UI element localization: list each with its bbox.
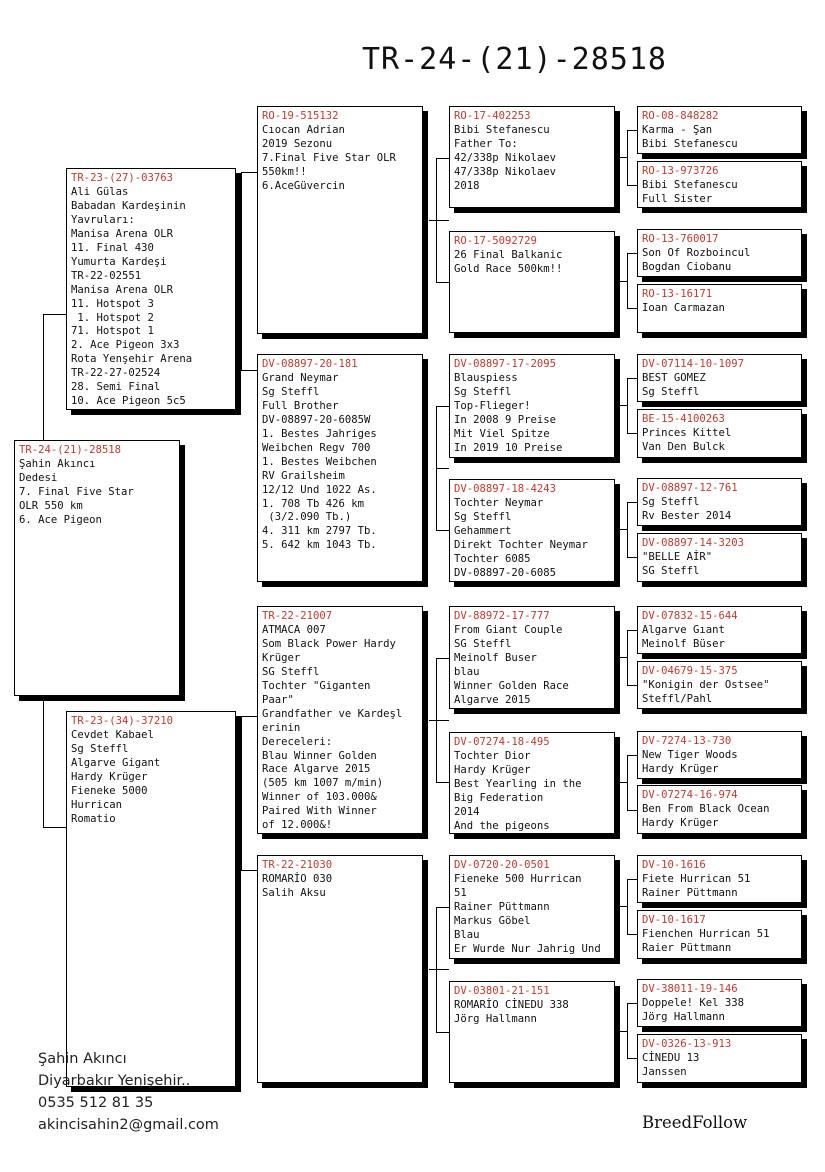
brand-label: BreedFollow <box>642 1113 748 1132</box>
contact-block <box>38 1048 219 1136</box>
card-line: Fieneke 500 Hurrican <box>454 872 582 885</box>
card-line: Direkt Tochter Neymar <box>454 538 588 551</box>
ancestor-card-g3-6 <box>449 855 615 959</box>
card-line: Manisa Arena OLR <box>71 227 174 240</box>
ancestor-card-g4-6 <box>637 478 802 526</box>
connector <box>620 657 627 658</box>
connector <box>627 130 637 131</box>
card-line: DV-08897-20-6085W <box>262 413 371 426</box>
ring-number: DV-0326-13-913 <box>642 1038 732 1050</box>
card-line: Sg Steffl <box>262 385 320 398</box>
card-line: 2. Ace Pigeon 3x3 <box>71 339 180 352</box>
card-line: Algarve Gıant <box>642 623 725 636</box>
connector <box>627 1003 628 1058</box>
connector <box>627 879 637 880</box>
card-line: Hardy Krüger <box>454 763 531 776</box>
card-line: Dereceleri: <box>262 735 333 748</box>
card-line: ROMARİO CİNEDU 338 <box>454 998 569 1011</box>
card-line: From Giant Couple <box>454 623 563 636</box>
connector <box>429 720 449 721</box>
connector <box>627 879 628 934</box>
card-line: Cevdet Kabael <box>71 728 154 741</box>
grandparent-card-ds <box>257 606 423 834</box>
connector <box>627 934 637 935</box>
card-line: SG Steffl <box>454 637 512 650</box>
connector <box>620 906 627 907</box>
card-line: 2018 <box>454 179 480 192</box>
card-line: 6.AceGüvercin <box>262 179 345 192</box>
card-line: 1. 708 Tb 426 km <box>262 497 365 510</box>
card-line: Sg Steffl <box>454 510 512 523</box>
card-line: Janssen <box>642 1065 687 1078</box>
connector <box>627 308 637 309</box>
card-line: Romatio <box>71 812 116 825</box>
card-line: CİNEDU 13 <box>642 1051 700 1064</box>
ring-number: DV-38011-19-146 <box>642 983 738 995</box>
ring-number: RO-17-402253 <box>454 110 531 122</box>
ring-number: DV-03801-21-151 <box>454 985 550 997</box>
card-line: SG Steffl <box>262 665 320 678</box>
card-line: 42/338p Nikolaev <box>454 151 557 164</box>
card-line: 7. Final Five Star <box>19 485 134 498</box>
card-line: Winner of 103.000& <box>262 791 377 804</box>
card-line: In 2008 9 Preise <box>454 413 557 426</box>
connector <box>241 870 257 871</box>
connector <box>241 172 257 173</box>
ring-number: DV-10-1617 <box>642 914 706 926</box>
card-line: TR-22-27-02524 <box>71 367 161 380</box>
card-line: Race Algarve 2015 <box>262 763 371 776</box>
card-line: Şahin Akıncı <box>19 457 96 470</box>
ring-number: DV-07832-15-644 <box>642 610 738 622</box>
ring-number: TR-23-(34)-37210 <box>71 715 174 727</box>
card-line: Rainer Püttmann <box>454 900 550 913</box>
connector <box>627 502 628 557</box>
ancestor-card-g3-4 <box>449 606 615 709</box>
card-line: 12/12 Und 1022 As. <box>262 483 377 496</box>
card-line: Top-Flieger! <box>454 399 531 412</box>
ancestor-card-g4-4 <box>637 354 802 402</box>
dam-card <box>66 711 236 1087</box>
card-line: ATMACA 007 <box>262 623 326 636</box>
card-line: Tochter Dior <box>454 749 531 762</box>
connector <box>620 1031 627 1032</box>
card-line: Bibi Stefanescu <box>642 178 738 191</box>
card-line: Rainer Püttmann <box>642 886 738 899</box>
connector <box>436 658 449 659</box>
connector <box>43 314 66 315</box>
card-line: Doppele! Kel 338 <box>642 996 745 1009</box>
ancestor-card-g3-0 <box>449 106 615 208</box>
card-line: Fiete Hurrican 51 <box>642 872 751 885</box>
connector <box>436 530 449 531</box>
card-line: Yavruları: <box>71 213 135 226</box>
ancestor-card-g4-5 <box>637 409 802 458</box>
card-line: 4. 311 km 2797 Tb. <box>262 525 377 538</box>
card-line: Son Of Rozboincul <box>642 246 751 259</box>
card-line: Steffl/Pahl <box>642 692 713 705</box>
card-line: Som Black Power Hardy <box>262 637 396 650</box>
card-line: Princes Kittel <box>642 426 732 439</box>
card-line: New Tiger Woods <box>642 748 738 761</box>
connector <box>436 1032 449 1033</box>
ring-number: DV-07114-10-1097 <box>642 358 745 370</box>
card-line: Rota Yenşehir Arena <box>71 353 193 366</box>
subject-card <box>14 440 180 696</box>
connector <box>43 701 44 828</box>
connector <box>436 658 437 782</box>
ring-number: RO-08-848282 <box>642 110 719 122</box>
card-line: Fienchen Hurrican 51 <box>642 927 770 940</box>
card-line: And the pigeons <box>454 819 550 832</box>
ancestor-card-g4-8 <box>637 606 802 654</box>
card-line: 1. Hotspot 2 <box>71 311 154 324</box>
connector <box>627 378 628 433</box>
connector <box>620 405 627 406</box>
connector <box>43 827 66 828</box>
card-line: Grandfather ve Kardeşl <box>262 707 403 720</box>
card-line: Paired With Winner <box>262 805 377 818</box>
card-line: Tochter 6085 <box>454 552 531 565</box>
contact-phone: 0535 512 81 35 <box>38 1095 154 1111</box>
connector <box>620 782 627 783</box>
ring-number: DV-08897-14-3203 <box>642 537 745 549</box>
connector <box>429 220 449 221</box>
card-line: Grand Neymar <box>262 371 339 384</box>
ancestor-card-g3-7 <box>449 981 615 1083</box>
card-line: Paar" <box>262 693 294 706</box>
card-line: Bibi Stefanescu <box>454 123 550 136</box>
connector <box>436 907 449 908</box>
ancestor-card-g3-1 <box>449 231 615 333</box>
connector <box>241 370 257 371</box>
card-line: erinin <box>262 721 301 734</box>
ring-number: DV-88972-17-777 <box>454 610 550 622</box>
connector <box>627 630 637 631</box>
card-line: Ali Gülas <box>71 185 129 198</box>
card-line: Tochter Neymar <box>454 496 544 509</box>
card-line: Yumurta Kardeşi <box>71 255 167 268</box>
card-line: 6. Ace Pigeon <box>19 513 102 526</box>
ring-number: DV-08897-20-181 <box>262 358 358 370</box>
ring-number: RO-17-5092729 <box>454 235 537 247</box>
ring-number: DV-08897-12-761 <box>642 482 738 494</box>
card-line: 2019 Sezonu <box>262 137 333 150</box>
card-line: Bibi Stefanescu <box>642 137 738 150</box>
ring-number: RO-13-973726 <box>642 165 719 177</box>
card-line: BEST GOMEZ <box>642 371 706 384</box>
card-line: Full Sister <box>642 192 713 205</box>
ancestor-card-g4-0 <box>637 106 802 154</box>
ancestor-card-g4-14 <box>637 979 802 1027</box>
card-line: "Konigin der Ostsee" <box>642 678 770 691</box>
connector <box>627 502 637 503</box>
ring-number: DV-04679-15-375 <box>642 665 738 677</box>
card-line: Cıocan Adrian <box>262 123 345 136</box>
card-line: Markus Göbel <box>454 914 531 927</box>
ring-number: DV-0720-20-0501 <box>454 859 550 871</box>
card-line: Hardy Krüger <box>642 816 719 829</box>
card-line: Karma - Şan <box>642 123 713 136</box>
card-line: 28. Semi Final <box>71 381 161 394</box>
connector <box>627 810 637 811</box>
connector <box>436 406 449 407</box>
card-line: Blau Winner Golden <box>262 749 377 762</box>
connector <box>627 630 628 685</box>
ring-number: TR-24-(21)-28518 <box>19 444 122 456</box>
ancestor-card-g3-2 <box>449 354 615 458</box>
card-line: OLR 550 km <box>19 499 83 512</box>
card-line: 7.Final Five Star OLR <box>262 151 396 164</box>
card-line: "BELLE AİR" <box>642 550 713 563</box>
card-line: RV Grailsheim <box>262 469 345 482</box>
card-line: Bogdan Ciobanu <box>642 260 732 273</box>
card-line: Winner Golden Race <box>454 679 569 692</box>
connector <box>436 158 437 282</box>
connector <box>627 755 628 810</box>
connector <box>627 685 637 686</box>
ancestor-card-g3-3 <box>449 479 615 582</box>
ancestor-card-g4-10 <box>637 731 802 779</box>
connector <box>436 468 449 469</box>
ring-number: RO-13-760017 <box>642 233 719 245</box>
card-line: Jörg Hallmann <box>454 1012 537 1025</box>
card-line: Van Den Bulck <box>642 440 725 453</box>
card-line: DV-08897-20-6085 <box>454 566 557 579</box>
connector <box>627 130 628 185</box>
connector <box>627 253 637 254</box>
card-line: Fieneke 5000 <box>71 784 148 797</box>
pedigree-title: TR-24-(21)-28518 <box>362 42 667 77</box>
card-line: Sg Steffl <box>642 385 700 398</box>
card-line: Sg Steffl <box>642 495 700 508</box>
card-line: 26 Final Balkanic <box>454 248 563 261</box>
connector <box>627 185 637 186</box>
card-line: (3/2.090 Tb.) <box>262 511 352 524</box>
card-line: Krüger <box>262 651 301 664</box>
ancestor-card-g4-12 <box>637 855 802 903</box>
grandparent-card-dd <box>257 855 423 1083</box>
card-line: Salih Aksu <box>262 886 326 899</box>
card-line: Best Yearling in the <box>454 777 582 790</box>
ancestor-card-g4-7 <box>637 533 802 582</box>
ancestor-card-g4-2 <box>637 229 802 277</box>
card-line: Raier Püttmann <box>642 941 732 954</box>
connector <box>627 253 628 308</box>
ring-number: RO-19-515132 <box>262 110 339 122</box>
card-line: Gehammert <box>454 524 512 537</box>
grandparent-card-ss <box>257 106 423 334</box>
connector <box>620 529 627 530</box>
card-line: 550km!! <box>262 165 307 178</box>
connector <box>620 281 627 282</box>
card-line: Babadan Kardeşinin <box>71 199 186 212</box>
card-line: 2014 <box>454 805 480 818</box>
card-line: ROMARİO 030 <box>262 872 333 885</box>
connector <box>627 1058 637 1059</box>
card-line: Dedesi <box>19 471 58 484</box>
connector <box>627 378 637 379</box>
card-line: 1. Bestes Jahriges <box>262 427 377 440</box>
card-line: Ben From Black Ocean <box>642 802 770 815</box>
connector <box>627 557 637 558</box>
contact-name: Şahin Akıncı <box>38 1051 127 1067</box>
card-line: Meinolf Büser <box>642 637 725 650</box>
grandparent-card-sd <box>257 354 423 582</box>
ring-number: TR-23-(27)-03763 <box>71 172 174 184</box>
card-line: Hurrican <box>71 798 123 811</box>
ring-number: TR-22-21007 <box>262 610 333 622</box>
ancestor-card-g4-11 <box>637 785 802 834</box>
card-line: 5. 642 km 1043 Tb. <box>262 539 377 552</box>
card-line: Hardy Krüger <box>71 770 148 783</box>
ring-number: RO-13-16171 <box>642 288 713 300</box>
connector <box>241 716 257 717</box>
card-line: Tochter "Giganten <box>262 679 371 692</box>
card-line: 71. Hotspot 1 <box>71 325 154 338</box>
card-line: 51 <box>454 886 467 899</box>
connector <box>620 157 627 158</box>
card-line: Algarve Gigant <box>71 756 161 769</box>
ring-number: DV-08897-18-4243 <box>454 483 557 495</box>
card-line: (505 km 1007 m/min) <box>262 777 384 790</box>
ancestor-card-g3-5 <box>449 732 615 834</box>
connector <box>43 314 44 440</box>
card-line: 11. Final 430 <box>71 241 154 254</box>
card-line: 47/338p Nikolaev <box>454 165 557 178</box>
card-line: Blau <box>454 928 480 941</box>
ring-number: DV-08897-17-2095 <box>454 358 557 370</box>
card-line: Full Brother <box>262 399 339 412</box>
card-line: Blauspiess <box>454 371 518 384</box>
ring-number: DV-07274-16-974 <box>642 789 738 801</box>
card-line: of 12.000&! <box>262 819 333 832</box>
card-line: Ioan Carmazan <box>642 301 725 314</box>
sire-card <box>66 168 236 410</box>
card-line: 10. Ace Pigeon 5c5 <box>71 395 186 408</box>
card-line: Manisa Arena OLR <box>71 283 174 296</box>
ancestor-card-g4-3 <box>637 284 802 333</box>
connector <box>429 969 449 970</box>
card-line: Mit Viel Spitze <box>454 427 550 440</box>
card-line: Meinolf Buser <box>454 651 537 664</box>
card-line: blau <box>454 665 480 678</box>
card-line: SG Steffl <box>642 564 700 577</box>
connector <box>241 716 242 870</box>
connector <box>627 433 637 434</box>
card-line: Sg Steffl <box>71 742 129 755</box>
card-line: Gold Race 500km!! <box>454 262 563 275</box>
ring-number: DV-10-1616 <box>642 859 706 871</box>
connector <box>436 782 449 783</box>
ring-number: DV-7274-13-730 <box>642 735 732 747</box>
ring-number: BE-15-4100263 <box>642 413 725 425</box>
ring-number: TR-22-21030 <box>262 859 333 871</box>
ancestor-card-g4-1 <box>637 161 802 208</box>
connector <box>436 406 437 530</box>
card-line: In 2019 10 Preise <box>454 441 563 454</box>
connector <box>627 755 637 756</box>
card-line: Rv Bester 2014 <box>642 509 732 522</box>
contact-email: akincisahin2@gmail.com <box>38 1117 219 1133</box>
connector <box>436 907 437 1032</box>
card-line: 1. Bestes Weibchen <box>262 455 377 468</box>
card-line: Weibchen Regv 700 <box>262 441 371 454</box>
ancestor-card-g4-15 <box>637 1034 802 1083</box>
card-line: Hardy Krüger <box>642 762 719 775</box>
card-line: Big Federation <box>454 791 544 804</box>
connector <box>241 172 242 370</box>
card-line: TR-22-02551 <box>71 269 142 282</box>
card-line: 11. Hotspot 3 <box>71 297 154 310</box>
card-line: Sg Steffl <box>454 385 512 398</box>
ancestor-card-g4-9 <box>637 661 802 709</box>
connector <box>436 158 449 159</box>
card-line: Er Wurde Nur Jahrig Und <box>454 942 601 955</box>
connector <box>436 282 449 283</box>
connector <box>627 1003 637 1004</box>
ring-number: DV-07274-18-495 <box>454 736 550 748</box>
card-line: Jörg Hallmann <box>642 1010 725 1023</box>
card-line: Algarve 2015 <box>454 693 531 706</box>
contact-location: Diyarbakır Yenişehir.. <box>38 1073 191 1089</box>
ancestor-card-g4-13 <box>637 910 802 959</box>
card-line: Father To: <box>454 137 518 150</box>
